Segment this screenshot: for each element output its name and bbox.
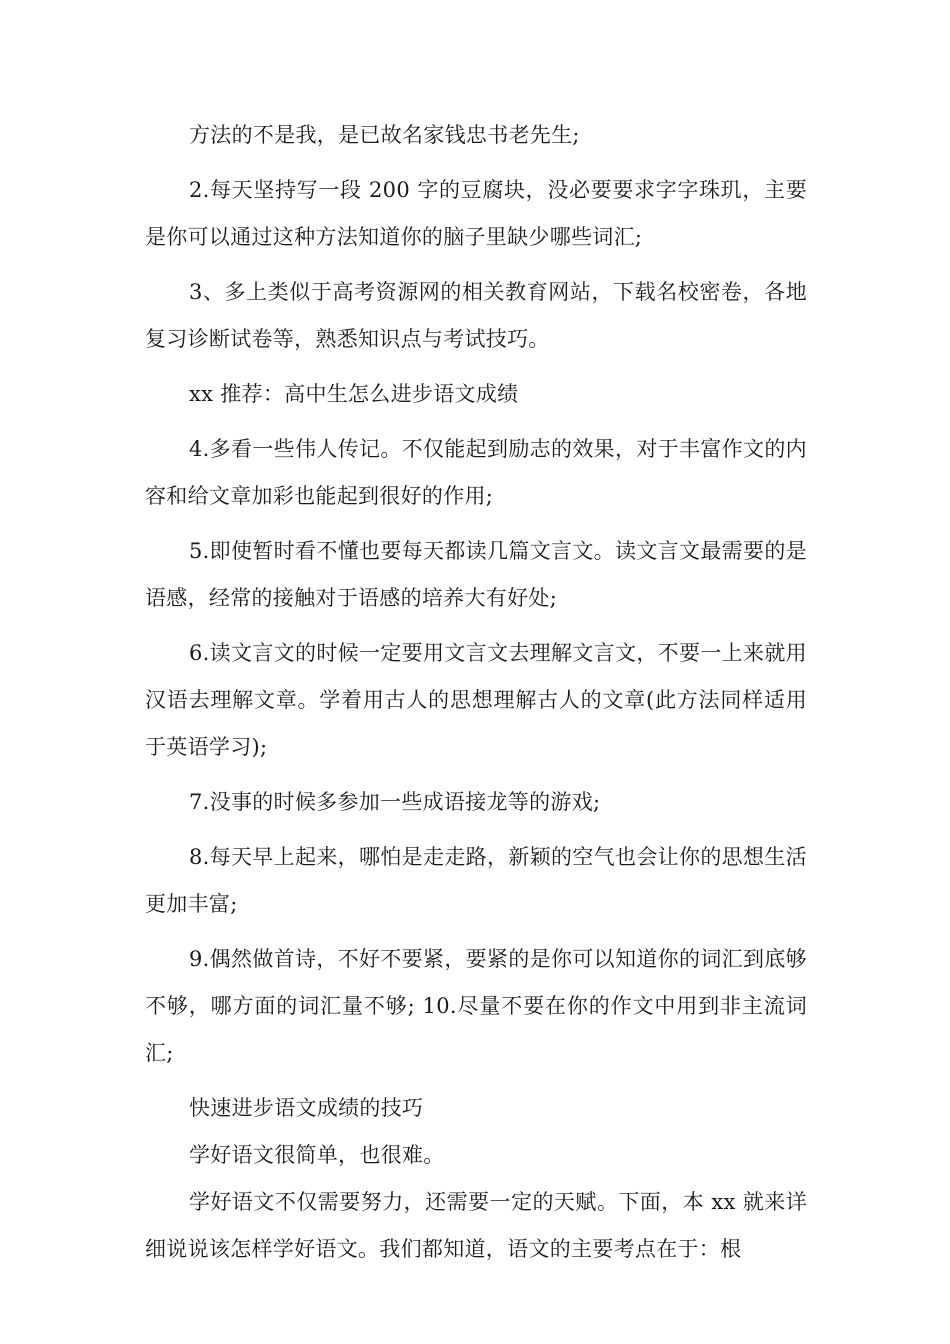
paragraph-body: 学好语文不仅需要努力，还需要一定的天赋。下面，本 xx 就来详细说说该怎样学好语文。我们都知道，语文的主要考点在于：根 [145, 1190, 807, 1261]
paragraph-tip-7: 7.没事的时候多参加一些成语接龙等的游戏; [189, 790, 601, 814]
paragraph-recommendation: xx 推荐：高中生怎么进步语文成绩 [189, 382, 519, 406]
paragraph-tip-2: 2.每天坚持写一段 200 字的豆腐块，没必要要求字字珠玑，主要是你可以通过这种方法知道你的脑子里缺少哪些词汇; [145, 178, 807, 249]
paragraph-lead: 学好语文很简单，也很难。 [189, 1143, 445, 1167]
paragraph-tip-5: 5.即使暂时看不懂也要每天都读几篇文言文。读文言文最需要的是语感，经常的接触对于语感的培养大有好处; [145, 539, 807, 610]
paragraph-tip-6: 6.读文言文的时候一定要用文言文去理解文言文，不要一上来就用汉语去理解文章。学着用古人的思想理解古人的文章(此方法同样适用于英语学习); [145, 641, 807, 759]
paragraph-tip-4: 4.多看一些伟人传记。不仅能起到励志的效果，对于丰富作文的内容和给文章加彩也能起到很好的作用; [145, 437, 807, 508]
paragraph-tip-3: 3、多上类似于高考资源网的相关教育网站，下载名校密卷，各地复习诊断试卷等，熟悉知识点与考试技巧。 [145, 280, 807, 351]
paragraph-intro-continuation: 方法的不是我，是已故名家钱忠书老先生; [189, 123, 580, 147]
document-page [145, 112, 807, 1273]
section-heading: 快速进步语文成绩的技巧 [189, 1096, 424, 1120]
paragraph-tip-9-10: 9.偶然做首诗，不好不要紧，要紧的是你可以知道你的词汇到底够不够，哪方面的词汇量不够; 10.尽量不要在你的作文中用到非主流词汇; [145, 947, 807, 1065]
paragraph-tip-8: 8.每天早上起来，哪怕是走走路，新颖的空气也会让你的思想生活更加丰富; [145, 845, 807, 916]
